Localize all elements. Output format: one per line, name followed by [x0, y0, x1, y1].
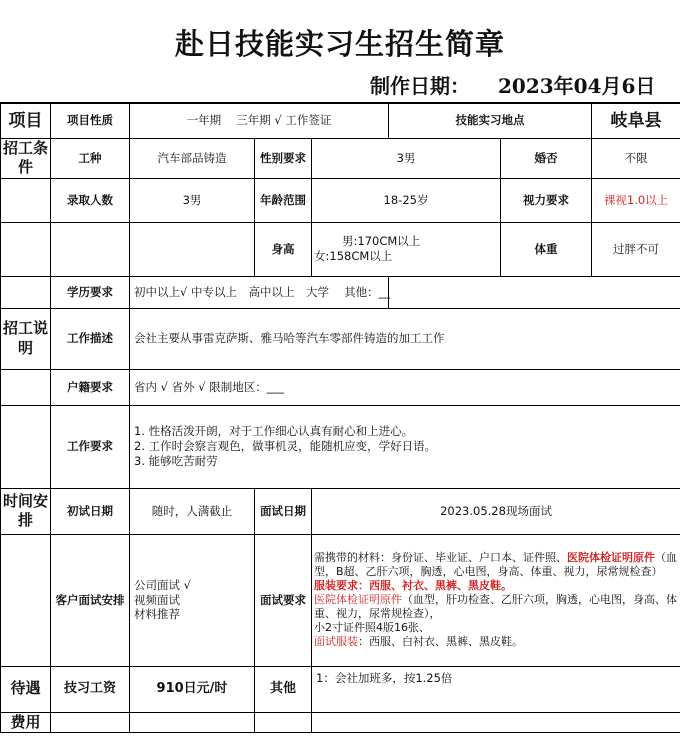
height-label: 身高: [255, 222, 312, 276]
table-row: [1, 222, 680, 276]
cert2-tail: （血型，肝功检查、乙肝六项，胸透，心电图，身高、体重、视力，尿常规检查），: [314, 592, 677, 621]
interview-req-value: [312, 534, 680, 666]
wage-label: 技习工资: [51, 666, 130, 712]
recruitment-table: [0, 102, 680, 733]
list-item: 1. 性格活泼开朗，对于工作细心认真有耐心和上进心。: [134, 424, 414, 439]
interview-req-label: 面试要求: [255, 534, 312, 666]
creation-date: [370, 70, 655, 99]
empty-cell: [255, 712, 312, 733]
cert2-red: 医院体检证明原件: [314, 592, 402, 606]
gender-label: 性别要求: [255, 138, 312, 178]
first-exam-value: 随时，人满截止: [130, 488, 255, 534]
empty-cell: [389, 276, 680, 308]
section-recruit-desc: 招工说明: [1, 308, 51, 369]
education-value: 初中以上√ 中专以上 高中以上 大学 其他：__: [130, 276, 389, 308]
table-row: [1, 712, 680, 733]
list-item: 3. 能够吃苦耐劳: [134, 453, 218, 468]
vision-label: 视力要求: [501, 178, 592, 222]
height-female: 女:158CM以上: [314, 249, 393, 263]
photo-requirement: 小2寸证件照4版16张、: [314, 621, 430, 635]
table-row: [1, 308, 680, 369]
empty-cell: [51, 222, 130, 276]
empty-cell: [1, 534, 51, 666]
date-label: 制作日期：: [370, 74, 470, 98]
weight-value: 过胖不可: [592, 222, 680, 276]
table-row: [1, 103, 680, 138]
table-row: [1, 369, 680, 405]
weight-label: 体重: [501, 222, 592, 276]
section-schedule: 时间安排: [1, 488, 51, 534]
section-cost: 费用: [1, 712, 51, 733]
age-value: 18-25岁: [312, 178, 501, 222]
project-label: 项目: [1, 103, 51, 138]
requirements-list: [130, 405, 680, 488]
materials-lead: 需携带的材料：身份证、毕业证、户口本、证件照、: [314, 550, 567, 564]
count-value: 3男: [130, 178, 255, 222]
clothes2-red: 面试服装: [314, 635, 358, 649]
nature-value: 一年期 三年期 √ 工作签证: [130, 103, 389, 138]
section-recruit-conditions: 招工条件: [1, 138, 51, 178]
height-value: [312, 222, 501, 276]
list-item: 公司面试 √: [134, 577, 191, 592]
education-label: 学历要求: [51, 276, 130, 308]
empty-cell: [130, 222, 255, 276]
interview-date-label: 面试日期: [255, 488, 312, 534]
table-row: [1, 488, 680, 534]
wage-value: 910日元/时: [130, 666, 255, 712]
other-label: 其他: [255, 666, 312, 712]
age-label: 年龄范围: [255, 178, 312, 222]
work-desc-label: 工作描述: [51, 308, 130, 369]
page-title: 赴日技能实习生招生简章: [174, 27, 505, 61]
job-label: 工种: [51, 138, 130, 178]
clothes2-tail: ：西服、白衬衣、黑裤、黑皮鞋。: [358, 635, 523, 649]
empty-cell: [1, 222, 51, 276]
hukou-label: 户籍要求: [51, 369, 130, 405]
interview-date-value: 2023.05.28现场面试: [312, 488, 680, 534]
hukou-value: 省内 √ 省外 √ 限制地区：___: [130, 369, 680, 405]
date-value: 2023年04月6日: [498, 74, 656, 98]
materials-tail: （血型，B超、乙肝六项，胸透，心电图，身高、体重、视力，尿常规检查）: [314, 550, 677, 578]
empty-cell: [1, 276, 51, 308]
empty-cell: [312, 712, 680, 733]
location-value: 岐阜县: [592, 103, 680, 138]
table-row: [1, 138, 680, 178]
table-row: [1, 178, 680, 222]
marriage-value: 不限: [592, 138, 680, 178]
section-treatment: 待遇: [1, 666, 51, 712]
list-item: 2. 工作时会察言观色，做事机灵，能随机应变，学好日语。: [134, 439, 437, 454]
list-item: 材料推荐: [134, 607, 180, 622]
clothes-requirement: 服装要求：西服、衬衣、黑裤、黑皮鞋。: [314, 578, 512, 592]
height-male: 男:170CM以上: [342, 234, 421, 249]
empty-cell: [1, 405, 51, 488]
empty-cell: [130, 712, 255, 733]
location-label: 技能实习地点: [389, 103, 592, 138]
client-interview-label: 客户面试安排: [51, 534, 130, 666]
work-desc-value: 会社主要从事雷克萨斯、雅马哈等汽车零部件铸造的加工工作: [130, 308, 680, 369]
materials-red: 医院体检证明原件: [567, 550, 655, 564]
count-label: 录取人数: [51, 178, 130, 222]
gender-value: 3男: [312, 138, 501, 178]
job-value: 汽车部品铸造: [130, 138, 255, 178]
marriage-label: 婚否: [501, 138, 592, 178]
interview-options: [130, 534, 255, 666]
empty-cell: [1, 178, 51, 222]
first-exam-label: 初试日期: [51, 488, 130, 534]
nature-label: 项目性质: [51, 103, 130, 138]
table-row: [1, 534, 680, 666]
empty-cell: [51, 712, 130, 733]
table-row: [1, 276, 680, 308]
vision-value: 裸视1.0以上: [592, 178, 680, 222]
list-item: 视频面试: [134, 592, 180, 607]
table-row: [1, 666, 680, 712]
other-value: 1：会社加班多，按1.25倍: [312, 666, 680, 712]
table-row: [1, 405, 680, 488]
requirements-label: 工作要求: [51, 405, 130, 488]
empty-cell: [1, 369, 51, 405]
